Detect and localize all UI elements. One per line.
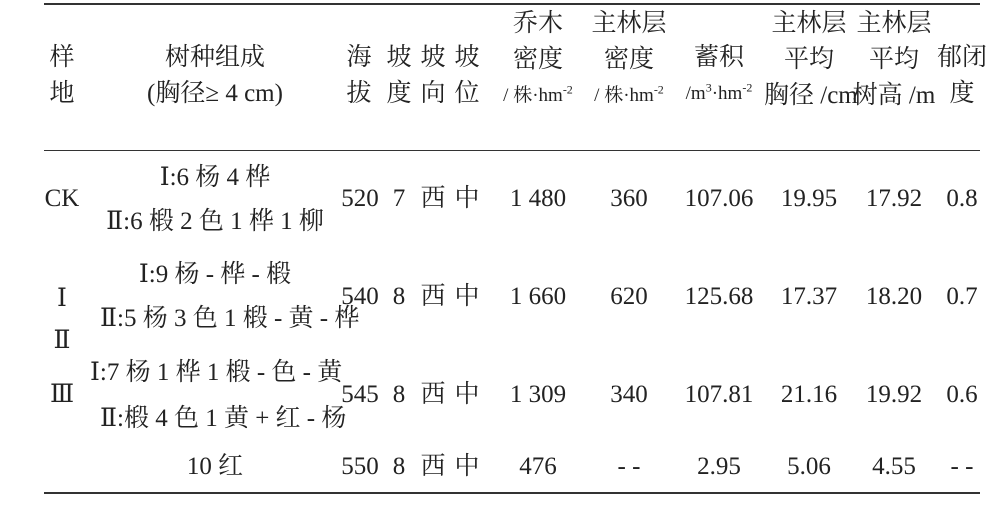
cell-main-dbh: 5.06 (787, 453, 831, 480)
cell-main-height: 18.20 (865, 283, 923, 310)
cell-aspect: 西 (420, 453, 446, 480)
cell-plot-line1: Ⅰ (57, 285, 67, 312)
cell-altitude: 520 (341, 185, 379, 212)
header-main-density-line1: 主林层 (591, 10, 667, 37)
header-slope-line1: 坡 (386, 44, 412, 71)
header-plot (44, 40, 80, 112)
cell-composition-line2: Ⅱ:椴 4 色 1 黄 + 红 - 杨 (100, 405, 347, 432)
header-main-height-line2: 平均 (868, 46, 919, 73)
cell-slope: 8 (392, 453, 406, 480)
cell-composition-line2: Ⅱ:5 杨 3 色 1 椴 - 黄 - 桦 (100, 305, 360, 332)
cell-position: 中 (454, 283, 480, 310)
cell-closure: 0.8 (946, 185, 978, 212)
header-position-line1: 坡 (454, 44, 480, 71)
cell-volume: 125.68 (684, 283, 754, 310)
cell-position: 中 (454, 453, 480, 480)
cell-plot-line2: Ⅱ (53, 327, 71, 354)
cell-tree-density: 476 (519, 453, 557, 480)
header-tree-density-line1: 乔木 (512, 10, 563, 37)
cell-altitude: 545 (341, 381, 379, 408)
header-main-height-line1: 主林层 (856, 10, 932, 37)
header-altitude (344, 40, 374, 112)
header-aspect-line1: 坡 (420, 44, 446, 71)
header-tree-density-line2: 密度 (512, 46, 563, 73)
cell-slope: 8 (392, 283, 406, 310)
cell-volume: 107.81 (684, 381, 754, 408)
cell-plot: CK (44, 185, 80, 212)
cell-closure: 0.7 (946, 283, 978, 310)
cell-main-dbh: 19.95 (780, 185, 838, 212)
table-bottom-rule (44, 492, 980, 494)
header-volume (676, 40, 762, 112)
cell-altitude: 550 (341, 453, 379, 480)
header-main-density-unit (584, 78, 674, 114)
header-plot-line2: 地 (49, 80, 75, 107)
cell-altitude: 540 (341, 283, 379, 310)
cell-slope: 8 (392, 381, 406, 408)
cell-closure: - - (950, 453, 974, 480)
header-main-dbh-line1: 主林层 (771, 10, 847, 37)
header-slope-line2: 度 (386, 80, 412, 107)
cell-tree-density: 1 660 (509, 283, 567, 310)
header-main-density-line2: 密度 (603, 46, 654, 73)
header-main-height (852, 6, 936, 114)
cell-tree-density: 1 309 (509, 381, 567, 408)
cell-main-dbh: 21.16 (780, 381, 838, 408)
cell-composition-line1: Ⅰ:9 杨 - 桦 - 椴 (138, 261, 292, 288)
cell-tree-density: 1 480 (509, 185, 567, 212)
cell-main-dbh: 17.37 (780, 283, 838, 310)
header-altitude-line2: 拔 (346, 80, 372, 107)
header-composition-line1: 树种组成 (164, 44, 265, 71)
cell-main-density: 340 (610, 381, 648, 408)
cell-plot: Ⅲ (49, 381, 75, 408)
header-composition (100, 40, 330, 112)
header-main-density-unit-exp: -2 (653, 82, 664, 97)
header-volume-line1: 蓄积 (693, 44, 744, 71)
cell-slope: 7 (392, 185, 406, 212)
table-header-rule (44, 150, 980, 151)
cell-main-height: 19.92 (865, 381, 923, 408)
header-volume-unit-exp1: 3 (705, 80, 712, 95)
cell-aspect: 西 (420, 381, 446, 408)
header-position (452, 40, 482, 112)
header-tree-density-unit (492, 78, 584, 114)
header-volume-unit-exp2: -2 (742, 80, 753, 95)
cell-composition-line1: Ⅰ:6 杨 4 桦 (159, 164, 271, 191)
cell-main-height: 4.55 (872, 453, 916, 480)
header-composition-line2: (胸径≥ 4 cm) (147, 80, 283, 107)
header-tree-density (492, 6, 584, 114)
cell-composition-line2: Ⅱ:6 椴 2 色 1 桦 1 柳 (106, 208, 324, 235)
header-main-dbh (764, 6, 858, 114)
header-aspect (418, 40, 448, 112)
header-volume-unit (676, 76, 762, 112)
cell-aspect: 西 (420, 283, 446, 310)
header-closure (936, 40, 988, 112)
cell-closure: 0.6 (946, 381, 978, 408)
cell-main-height: 17.92 (865, 185, 923, 212)
header-tree-density-unit-exp: -2 (562, 82, 573, 97)
header-main-dbh-line2: 平均 (783, 46, 834, 73)
header-plot-line1: 样 (49, 44, 75, 71)
cell-composition-line1: Ⅰ:7 杨 1 桦 1 椴 - 色 - 黄 (90, 359, 343, 386)
header-closure-line1: 郁闭 (936, 44, 987, 71)
cell-main-density: - - (617, 453, 641, 480)
header-volume-unit-a: /m (685, 83, 706, 104)
header-volume-unit-b: ·hm (711, 83, 743, 104)
cell-main-density: 360 (610, 185, 648, 212)
header-main-density (584, 6, 674, 114)
cell-composition-line1: 10 红 (186, 453, 244, 480)
header-closure-line2: 度 (949, 80, 975, 107)
cell-position: 中 (454, 185, 480, 212)
header-main-dbh-line3: 胸径 /cm (764, 82, 858, 109)
header-main-height-line3: 树高 /m (852, 82, 936, 109)
table-top-rule (44, 3, 980, 5)
header-position-line2: 位 (454, 80, 480, 107)
header-tree-density-unit-text: / 株·hm (503, 85, 563, 106)
header-main-density-unit-text: / 株·hm (594, 85, 654, 106)
cell-position: 中 (454, 381, 480, 408)
cell-main-density: 620 (610, 283, 648, 310)
header-slope (384, 40, 414, 112)
cell-volume: 107.06 (684, 185, 754, 212)
cell-volume: 2.95 (697, 453, 741, 480)
header-aspect-line2: 向 (420, 80, 446, 107)
cell-aspect: 西 (420, 185, 446, 212)
header-altitude-line1: 海 (346, 44, 372, 71)
